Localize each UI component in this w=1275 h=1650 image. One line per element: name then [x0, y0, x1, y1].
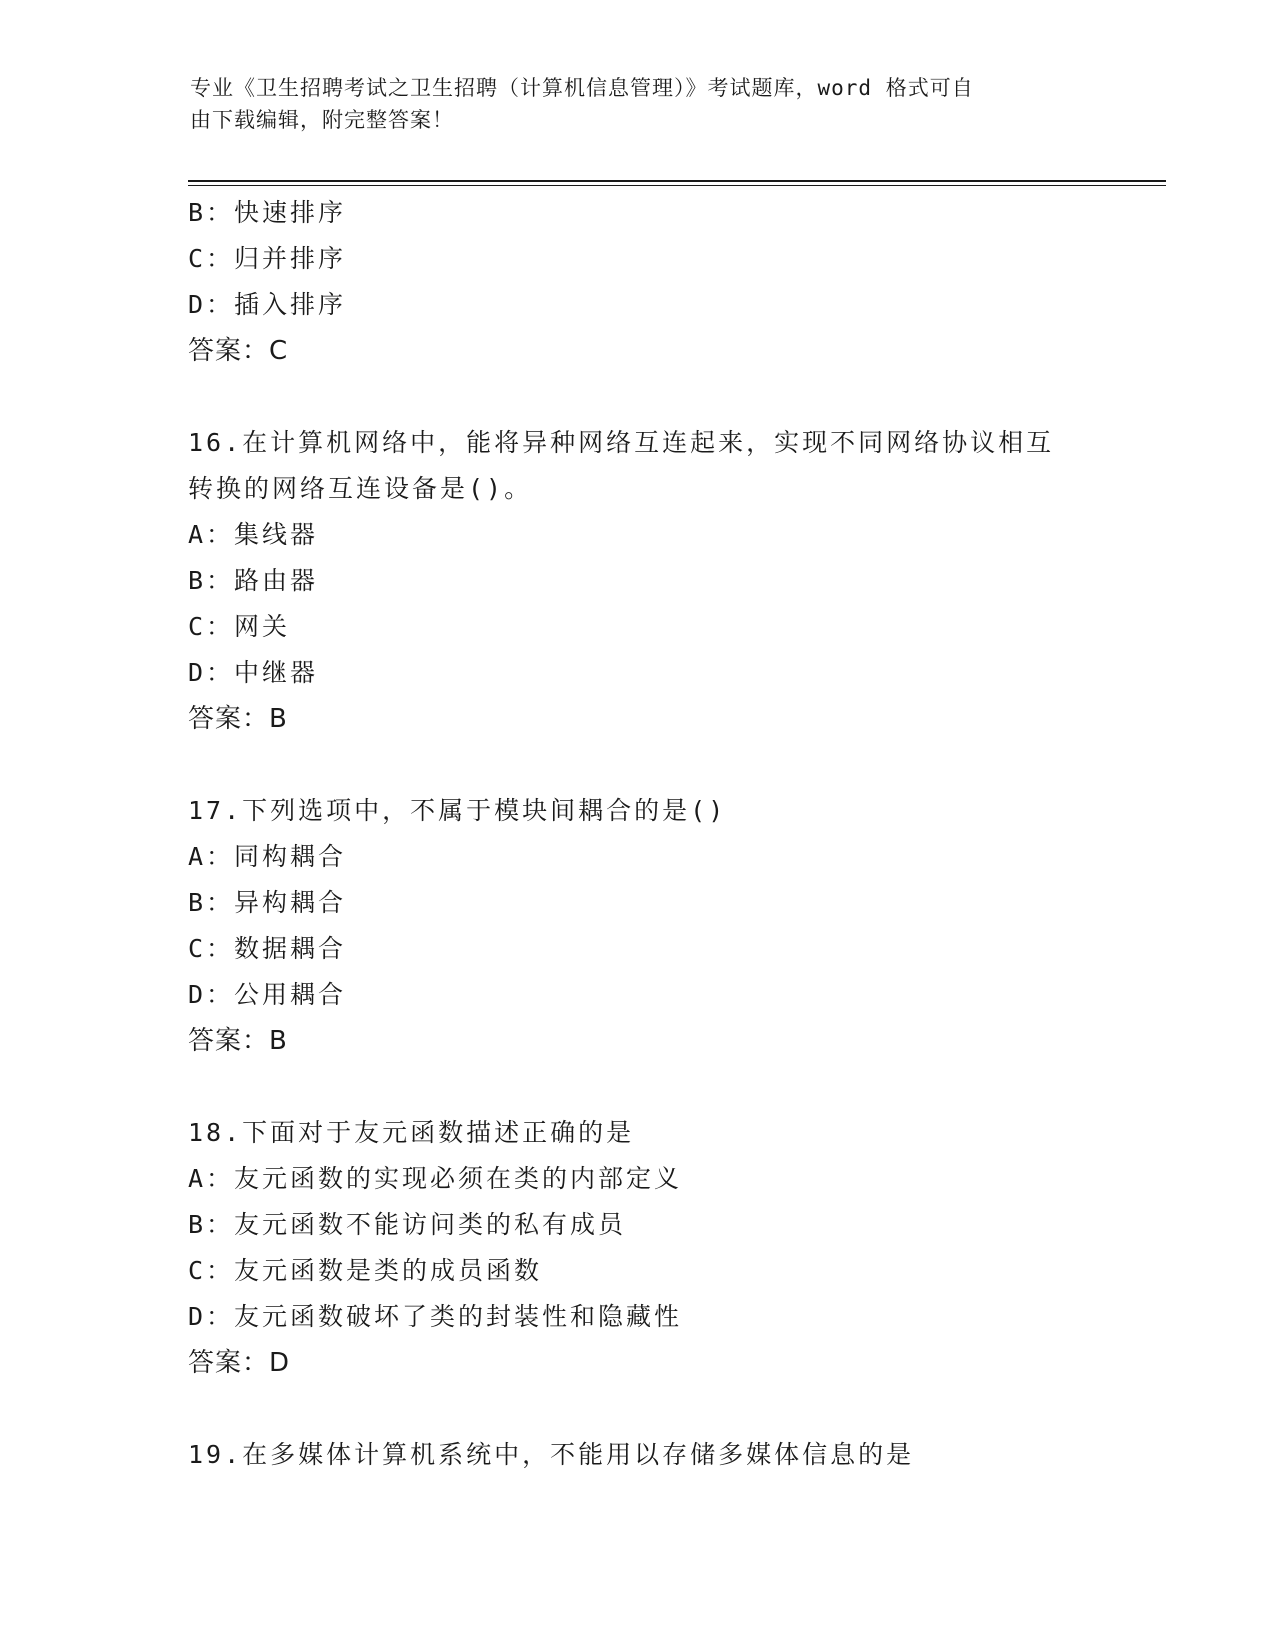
question-17 [188, 788, 1108, 1064]
option-a: A：集线器 [188, 520, 319, 549]
header-divider-thick [188, 180, 1166, 182]
question-stem-line-1: 16.在计算机网络中，能将异种网络互连起来，实现不同网络协议相互 [188, 428, 1055, 457]
question-stem: 19.在多媒体计算机系统中，不能用以存储多媒体信息的是 [188, 1440, 915, 1469]
question-list [188, 190, 1108, 1478]
option-d: D：插入排序 [188, 290, 347, 319]
answer-line: 答案：C [188, 336, 289, 366]
option-c: C：网关 [188, 612, 291, 641]
option-c: C：数据耦合 [188, 934, 347, 963]
option-b: B：路由器 [188, 566, 319, 595]
answer-line: 答案：D [188, 1348, 291, 1378]
option-b: B：异构耦合 [188, 888, 347, 917]
answer-line: 答案：B [188, 704, 288, 734]
question-18 [188, 1110, 1108, 1386]
option-d: D：友元函数破坏了类的封装性和隐藏性 [188, 1302, 683, 1331]
header-line-1: 专业《卫生招聘考试之卫生招聘（计算机信息管理）》考试题库，word 格式可自 [190, 76, 974, 100]
question-stem: 17.下列选项中，不属于模块间耦合的是() [188, 796, 727, 825]
header-line-2: 由下载编辑，附完整答案！ [190, 108, 454, 132]
question-16 [188, 420, 1108, 742]
option-b: B：友元函数不能访问类的私有成员 [188, 1210, 627, 1239]
question-stem: 18.下面对于友元函数描述正确的是 [188, 1118, 635, 1147]
option-b: B：快速排序 [188, 198, 347, 227]
option-c: C：归并排序 [188, 244, 347, 273]
answer-line: 答案：B [188, 1026, 288, 1056]
question-stem [188, 420, 1108, 512]
option-c: C：友元函数是类的成员函数 [188, 1256, 543, 1285]
option-d: D：公用耦合 [188, 980, 347, 1009]
option-a: A：友元函数的实现必须在类的内部定义 [188, 1164, 683, 1193]
question-15-continued [188, 190, 1108, 374]
document-header [190, 72, 1090, 136]
option-d: D：中继器 [188, 658, 319, 687]
question-stem-line-2: 转换的网络互连设备是()。 [188, 474, 533, 503]
question-19 [188, 1432, 1108, 1478]
option-a: A：同构耦合 [188, 842, 347, 871]
header-divider-thin [188, 185, 1166, 186]
